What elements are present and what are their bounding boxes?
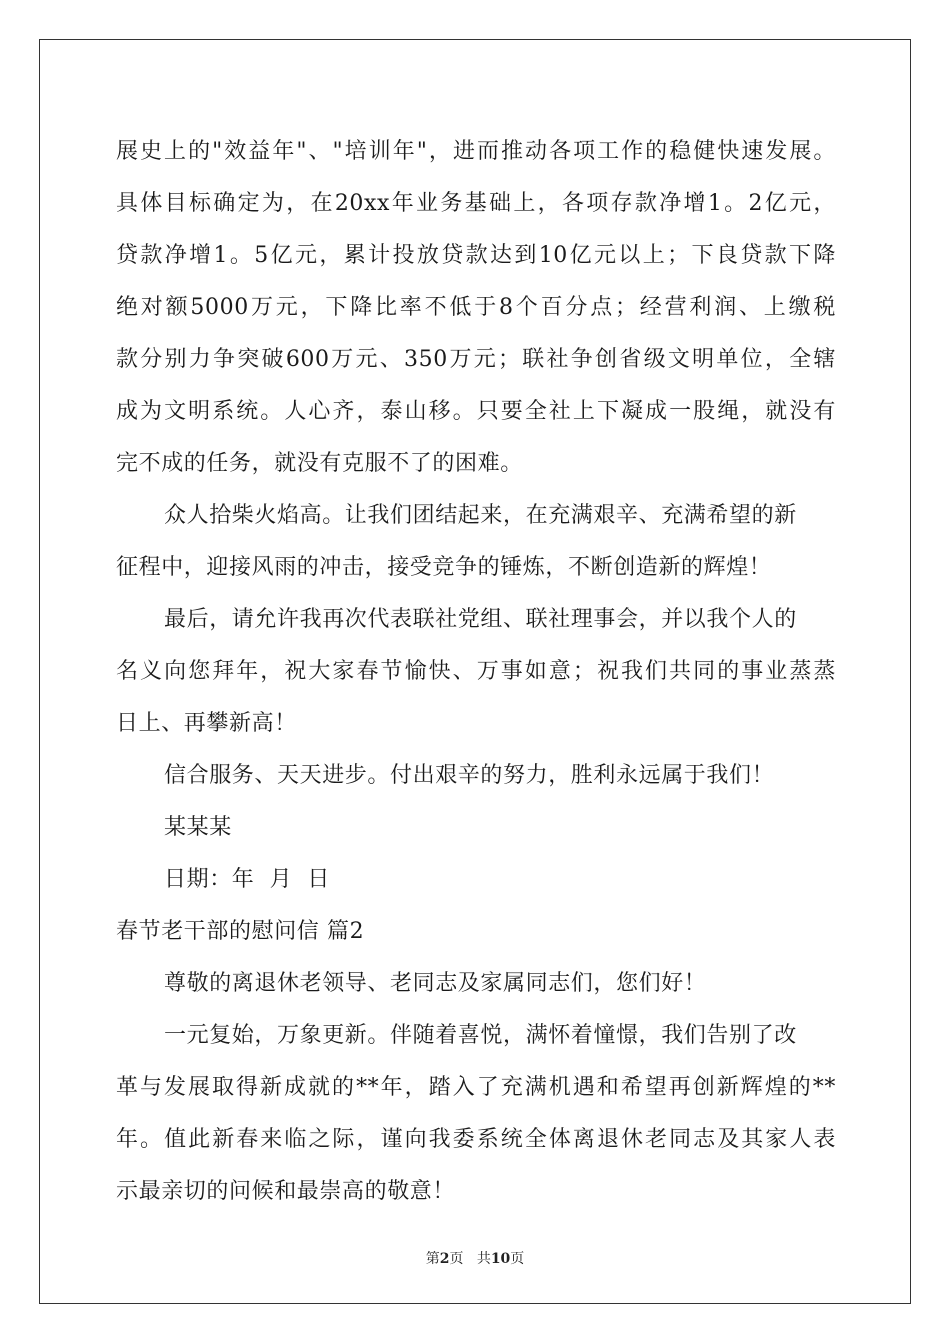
text-line: 示最亲切的问候和最崇高的敬意！ — [116, 1179, 456, 1204]
text-line: 征程中，迎接风雨的冲击，接受竞争的锤炼，不断创造新的辉煌！ — [116, 555, 772, 580]
footer-total-suffix: 页 — [510, 1251, 525, 1267]
paragraph-start: 众人拾柴火焰高。让我们团结起来，在充满艰辛、充满希望的新 — [164, 503, 797, 528]
text-line: 革与发展取得新成就的**年，踏入了充满机遇和希望再创新辉煌的** — [116, 1075, 836, 1100]
text-line: 年。值此新春来临之际，谨向我委系统全体离退休老同志及其家人表 — [116, 1127, 836, 1152]
text-line: 具体目标确定为，在20xx年业务基础上，各项存款净增1。2亿元， — [116, 191, 836, 216]
signature-date: 日期：年 月 日 — [164, 867, 330, 892]
text-line: 展史上的"效益年"、"培训年"，进而推动各项工作的稳健快速发展。 — [116, 139, 836, 164]
footer-page-current: 2 — [439, 1251, 450, 1267]
text-line: 日上、再攀新高！ — [116, 711, 297, 736]
text-line: 款分别力争突破600万元、350万元；联社争创省级文明单位，全辖 — [116, 347, 836, 372]
text-line: 绝对额5000万元，下降比率不低于8个百分点；经营利润、上缴税 — [116, 295, 836, 320]
paragraph-start: 最后，请允许我再次代表联社党组、联社理事会，并以我个人的 — [164, 607, 797, 632]
section-heading: 春节老干部的慰问信 篇2 — [116, 919, 365, 944]
signature-name: 某某某 — [164, 815, 232, 840]
paragraph-start: 一元复始，万象更新。伴随着喜悦，满怀着憧憬，我们告别了改 — [164, 1023, 797, 1048]
text-line: 名义向您拜年，祝大家春节愉快、万事如意；祝我们共同的事业蒸蒸 — [116, 659, 836, 684]
text-line: 完不成的任务，就没有克服不了的困难。 — [116, 451, 523, 476]
text-line: 贷款净增1。5亿元，累计投放贷款达到10亿元以上；下良贷款下降 — [116, 243, 836, 268]
paragraph-start: 信合服务、天天进步。付出艰辛的努力，胜利永远属于我们！ — [164, 763, 775, 788]
page-number-footer — [0, 1248, 950, 1268]
footer-total-prefix: 共 — [476, 1251, 491, 1267]
footer-page-prefix: 第 — [425, 1251, 440, 1267]
salutation: 尊敬的离退休老领导、老同志及家属同志们，您们好！ — [164, 971, 707, 996]
footer-page-suffix: 页 — [449, 1251, 464, 1267]
text-line: 成为文明系统。人心齐，泰山移。只要全社上下凝成一股绳，就没有 — [116, 399, 836, 424]
document-body — [116, 126, 836, 1218]
footer-page-total: 10 — [490, 1251, 511, 1267]
